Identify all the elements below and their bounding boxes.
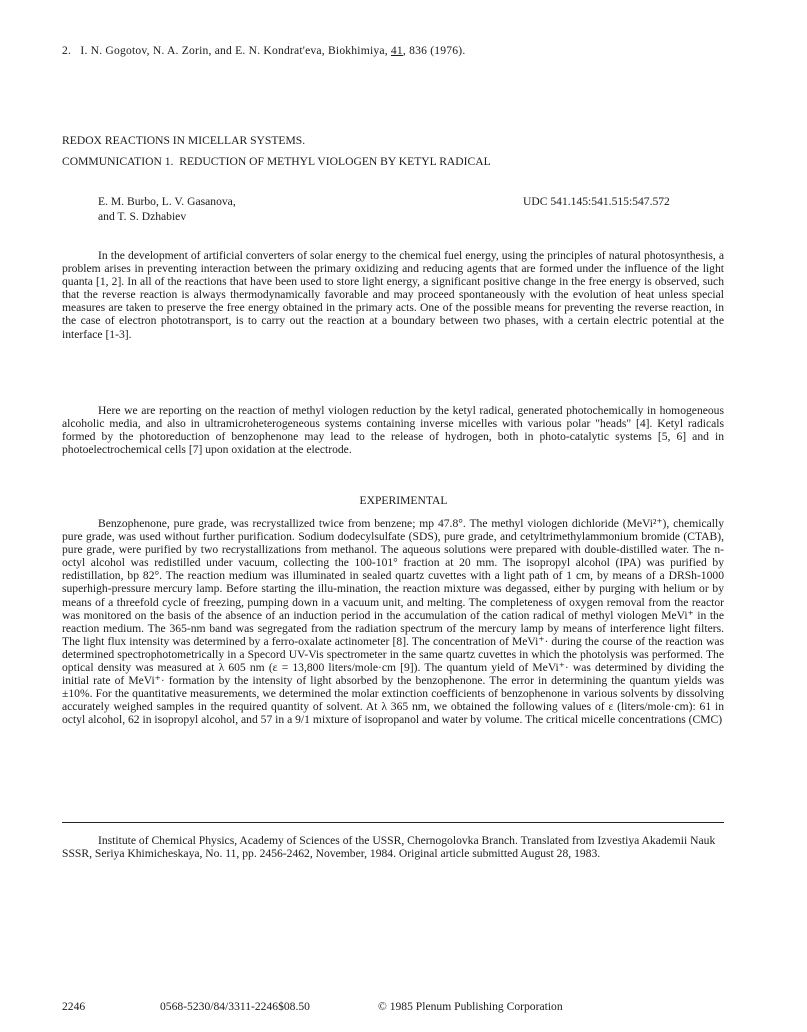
authors-line1: E. M. Burbo, L. V. Gasanova, [98, 195, 236, 208]
experimental-paragraph: Benzophenone, pure grade, was recrystallized twice from benzene; mp 47.8°. The methyl viologen dichloride (MeVi²⁺), chemically pure grade, was used without further purification. Sodium dodecylsulfate (SDS), pure grade, and cetyltrimethylammonium bromide (CTAB), pure grade, were purified by two recrystallizations from methanol. The aqueous solutions were prepared with double-distilled water. The n-octyl alcohol was redistilled under vacuum, collecting the 100-101° fraction at 20 mm. The isopropyl alcohol (IPA) was purified by redistillation, bp 82°. The reaction medium was illuminated in sealed quartz cuvettes with a light path of 1 cm, by means of a DRSh-1000 superhigh-pressure mercury lamp. Before starting the illu-mination, the reaction mixture was degassed, either by purging with helium or by means of a threefold cycle of freezing, pumping down in a vacuum unit, and melting. The completeness of oxygen removal from the reactor was monitored on the basis of the absence of an induction period in the accumulation of the cation radical of methyl viologen MeVi⁺ in the reaction medium. The 365-nm band was segregated from the radiation spectrum of the mercury lamp by means of interference light filters. The light flux intensity was determined by a ferro-oxalate actinometer [8]. The concentration of MeVi⁺· during the course of the reaction was determined spectrophotometrically in a Specord UV-Vis spectrometer in the same quartz cuvettes in which the photolysis was performed. The optical density was measured at λ 605 nm (ε = 13,800 liters/mole·cm [9]). The quantum yield of MeVi⁺· was determined by dividing the initial rate of MeVi⁺· formation by the intensity of light absorbed by the benzophenone. The error in determining the quantum yields was ±10%. For the quantitative measurements, we determined the molar extinction coefficients of benzophenone in various solvents by dissolving accurately weighed samples in the required quantity of solvent. At λ 365 nm, we obtained the following values of ε (liters/mole·cm): 61 in octyl alcohol, 62 in isopropyl alcohol, and 57 in a 9/1 mixture of isopropanol and water by volume. The critical micelle concentrations (CMC) [62, 517, 724, 727]
reference-entry [62, 44, 465, 57]
udc-code: UDC 541.145:541.515:547.572 [523, 195, 670, 208]
affiliation-footnote: Institute of Chemical Physics, Academy of Sciences of the USSR, Chernogolovka Branch. Translated from Izvestiya Akademii Nauk SSSR, Seriya Khimicheskaya, No. 11, pp. 2456-2462, November, 1984. Original article submitted August 28, 1983. [62, 834, 716, 861]
authors-line2: and T. S. Dzhabiev [98, 210, 187, 223]
reference-authors: I. N. Gogotov, N. A. Zorin, and E. N. Kondrat'eva, Biokhimiya, [80, 44, 388, 57]
reference-rest: , 836 (1976). [402, 44, 466, 57]
copyright-notice: © 1985 Plenum Publishing Corporation [378, 1000, 563, 1013]
article-title-line2: COMMUNICATION 1. REDUCTION OF METHYL VIOLOGEN BY KETYL RADICAL [62, 155, 491, 168]
article-title-line1: REDOX REACTIONS IN MICELLAR SYSTEMS. [62, 134, 306, 147]
intro-paragraph-2: Here we are reporting on the reaction of methyl viologen reduction by the ketyl radical, generated photochemically in homogeneous alcoholic media, and also in ultramicroheterogeneous systems containing inverse micelles with various polar "heads" [4]. Ketyl radicals formed by the photoreduction of benzophenone may lead to the release of hydrogen, both in photo-catalytic systems [5, 6] and in photoelectrochemical cells [7] upon oxidation at the electrode. [62, 404, 724, 457]
reference-number: 2. [62, 44, 72, 57]
page-number: 2246 [62, 1000, 86, 1013]
issn-code: 0568-5230/84/3311-2246$08.50 [160, 1000, 310, 1013]
footnote-divider [62, 822, 724, 823]
section-heading-experimental: EXPERIMENTAL [359, 494, 448, 507]
intro-paragraph-1: In the development of artificial converters of solar energy to the chemical fuel energy, using the principles of natural photosynthesis, a problem arises in preventing interaction between the primary oxidizing and reducing agents that are formed under the influence of the light quanta [1, 2]. In all of the reactions that have been used to store light energy, a significant positive change in the free energy is observed, such that the reverse reaction is always thermodynamically favorable and may proceed spontaneously with the evolution of heat unless special measures are taken to preserve the free energy obtained in the primary acts. One of the possible means for preventing the reverse reaction, in the case of electron phototransport, is to carry out the reaction at a boundary between two phases, with a certain electric potential at the interface [1-3]. [62, 249, 724, 341]
reference-volume: 41 [390, 44, 403, 57]
